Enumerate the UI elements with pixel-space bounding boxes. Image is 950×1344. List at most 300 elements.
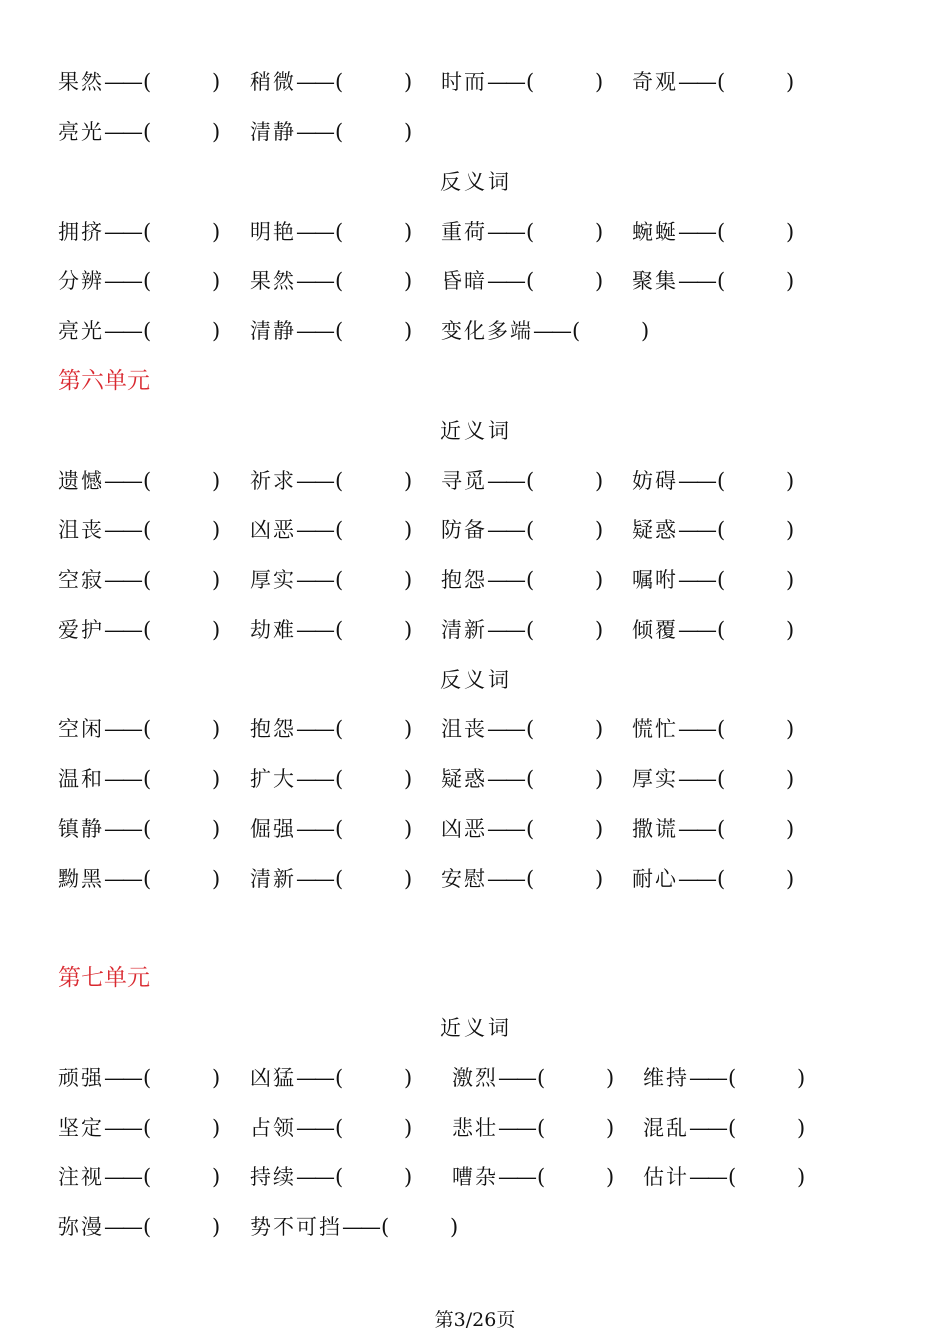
paren-close: ) xyxy=(595,269,604,293)
dash: —— xyxy=(487,867,523,891)
paren-open: ( xyxy=(381,1215,390,1239)
section-heading: 反义词 xyxy=(440,170,512,194)
vocab-word: 顽强 xyxy=(58,1066,104,1090)
dash: —— xyxy=(104,817,140,841)
dash: —— xyxy=(678,469,714,493)
vocab-item xyxy=(632,709,795,749)
paren-close: ) xyxy=(404,1165,413,1189)
paren-close: ) xyxy=(212,70,221,94)
vocab-word: 聚集 xyxy=(632,269,678,293)
vocab-item xyxy=(632,461,795,501)
vocab-item xyxy=(441,212,604,252)
vocab-row xyxy=(0,510,950,550)
paren-open: ( xyxy=(728,1116,737,1140)
vocab-word: 奇观 xyxy=(632,70,678,94)
paren-open: ( xyxy=(143,717,152,741)
vocab-word: 慌忙 xyxy=(632,717,678,741)
dash: —— xyxy=(678,568,714,592)
paren-close: ) xyxy=(595,568,604,592)
dash: —— xyxy=(104,717,140,741)
vocab-word: 占领 xyxy=(250,1116,296,1140)
vocab-item xyxy=(632,610,795,650)
paren-open: ( xyxy=(335,767,344,791)
unit-title: 第七单元 xyxy=(58,965,150,991)
paren-close: ) xyxy=(404,120,413,144)
vocab-word: 变化多端 xyxy=(441,319,533,343)
vocab-row xyxy=(0,1058,950,1098)
paren-open: ( xyxy=(335,1116,344,1140)
vocab-word: 亮光 xyxy=(58,120,104,144)
paren-open: ( xyxy=(143,767,152,791)
section-heading: 近义词 xyxy=(440,419,512,443)
vocab-row xyxy=(0,709,950,749)
paren-open: ( xyxy=(526,867,535,891)
vocab-row xyxy=(0,759,950,799)
vocab-word: 厚实 xyxy=(250,568,296,592)
paren-close: ) xyxy=(404,220,413,244)
vocab-word: 沮丧 xyxy=(441,717,487,741)
dash: —— xyxy=(296,717,332,741)
paren-open: ( xyxy=(143,1116,152,1140)
dash: —— xyxy=(296,867,332,891)
vocab-word: 倾覆 xyxy=(632,618,678,642)
paren-close: ) xyxy=(786,867,795,891)
paren-close: ) xyxy=(606,1116,615,1140)
dash: —— xyxy=(104,568,140,592)
dash: —— xyxy=(104,618,140,642)
vocab-row xyxy=(0,212,950,252)
vocab-item xyxy=(452,1058,615,1098)
paren-open: ( xyxy=(526,269,535,293)
paren-open: ( xyxy=(143,867,152,891)
vocab-item xyxy=(58,461,221,501)
vocab-word: 沮丧 xyxy=(58,518,104,542)
vocab-item xyxy=(441,461,604,501)
paren-close: ) xyxy=(212,568,221,592)
dash: —— xyxy=(678,220,714,244)
paren-close: ) xyxy=(595,518,604,542)
paren-open: ( xyxy=(717,867,726,891)
paren-open: ( xyxy=(717,817,726,841)
paren-open: ( xyxy=(717,469,726,493)
dash: —— xyxy=(678,518,714,542)
paren-close: ) xyxy=(212,518,221,542)
paren-close: ) xyxy=(786,568,795,592)
dash: —— xyxy=(533,319,569,343)
paren-open: ( xyxy=(717,269,726,293)
vocab-word: 扩大 xyxy=(250,767,296,791)
paren-open: ( xyxy=(717,220,726,244)
vocab-word: 爱护 xyxy=(58,618,104,642)
paren-open: ( xyxy=(143,568,152,592)
vocab-item xyxy=(441,610,604,650)
paren-open: ( xyxy=(537,1116,546,1140)
dash: —— xyxy=(498,1116,534,1140)
dash: —— xyxy=(104,120,140,144)
paren-open: ( xyxy=(717,618,726,642)
dash: —— xyxy=(104,220,140,244)
dash: —— xyxy=(296,469,332,493)
paren-open: ( xyxy=(143,319,152,343)
vocab-word: 持续 xyxy=(250,1165,296,1189)
paren-open: ( xyxy=(537,1165,546,1189)
paren-open: ( xyxy=(143,70,152,94)
vocab-word: 势不可挡 xyxy=(250,1215,342,1239)
vocab-word: 清静 xyxy=(250,120,296,144)
paren-close: ) xyxy=(212,319,221,343)
paren-open: ( xyxy=(335,717,344,741)
paren-close: ) xyxy=(404,70,413,94)
vocab-word: 耐心 xyxy=(632,867,678,891)
vocab-item xyxy=(250,1058,413,1098)
vocab-word: 果然 xyxy=(58,70,104,94)
dash: —— xyxy=(104,1116,140,1140)
dash: —— xyxy=(296,817,332,841)
vocab-word: 重荷 xyxy=(441,220,487,244)
dash: —— xyxy=(296,518,332,542)
paren-close: ) xyxy=(641,319,650,343)
paren-open: ( xyxy=(526,568,535,592)
vocab-word: 坚定 xyxy=(58,1116,104,1140)
dash: —— xyxy=(678,767,714,791)
vocab-item xyxy=(58,311,221,351)
dash: —— xyxy=(678,269,714,293)
vocab-item xyxy=(441,510,604,550)
vocab-item xyxy=(250,510,413,550)
vocab-word: 疑惑 xyxy=(441,767,487,791)
vocab-item xyxy=(250,809,413,849)
paren-close: ) xyxy=(212,867,221,891)
vocab-item xyxy=(58,1058,221,1098)
dash: —— xyxy=(487,568,523,592)
vocab-row xyxy=(0,461,950,501)
vocab-row xyxy=(0,610,950,650)
paren-close: ) xyxy=(797,1165,806,1189)
dash: —— xyxy=(296,319,332,343)
paren-close: ) xyxy=(786,220,795,244)
dash: —— xyxy=(678,70,714,94)
paren-open: ( xyxy=(335,568,344,592)
paren-close: ) xyxy=(786,269,795,293)
paren-close: ) xyxy=(595,867,604,891)
dash: —— xyxy=(678,717,714,741)
vocab-word: 温和 xyxy=(58,767,104,791)
paren-open: ( xyxy=(335,319,344,343)
vocab-item xyxy=(441,809,604,849)
paren-open: ( xyxy=(728,1165,737,1189)
paren-close: ) xyxy=(212,469,221,493)
vocab-word: 清静 xyxy=(250,319,296,343)
vocab-row xyxy=(0,1108,950,1148)
vocab-word: 空寂 xyxy=(58,568,104,592)
paren-close: ) xyxy=(786,817,795,841)
vocab-row xyxy=(0,311,950,351)
paren-close: ) xyxy=(212,220,221,244)
vocab-word: 拥挤 xyxy=(58,220,104,244)
paren-open: ( xyxy=(143,269,152,293)
vocab-item xyxy=(58,1157,221,1197)
vocab-row xyxy=(0,112,950,152)
vocab-item xyxy=(632,510,795,550)
dash: —— xyxy=(689,1116,725,1140)
vocab-item xyxy=(58,261,221,301)
vocab-word: 嘈杂 xyxy=(452,1165,498,1189)
paren-close: ) xyxy=(404,1066,413,1090)
dash: —— xyxy=(678,867,714,891)
vocab-item xyxy=(441,62,604,102)
vocab-word: 混乱 xyxy=(643,1116,689,1140)
paren-open: ( xyxy=(717,767,726,791)
vocab-word: 清新 xyxy=(250,867,296,891)
dash: —— xyxy=(678,618,714,642)
paren-close: ) xyxy=(786,518,795,542)
dash: —— xyxy=(296,1165,332,1189)
dash: —— xyxy=(104,1215,140,1239)
vocab-item xyxy=(441,560,604,600)
dash: —— xyxy=(498,1066,534,1090)
paren-open: ( xyxy=(717,518,726,542)
dash: —— xyxy=(296,220,332,244)
dash: —— xyxy=(487,618,523,642)
dash: —— xyxy=(104,469,140,493)
section-heading: 反义词 xyxy=(440,668,512,692)
vocab-item xyxy=(58,859,221,899)
vocab-word: 疑惑 xyxy=(632,518,678,542)
vocab-item xyxy=(632,261,795,301)
paren-open: ( xyxy=(572,319,581,343)
paren-open: ( xyxy=(335,867,344,891)
paren-open: ( xyxy=(143,1066,152,1090)
dash: —— xyxy=(296,1066,332,1090)
paren-close: ) xyxy=(606,1066,615,1090)
vocab-item xyxy=(58,759,221,799)
paren-open: ( xyxy=(335,220,344,244)
vocab-item xyxy=(250,461,413,501)
paren-open: ( xyxy=(335,817,344,841)
paren-close: ) xyxy=(786,70,795,94)
paren-open: ( xyxy=(728,1066,737,1090)
vocab-word: 嘱咐 xyxy=(632,568,678,592)
paren-open: ( xyxy=(526,70,535,94)
paren-close: ) xyxy=(404,319,413,343)
dash: —— xyxy=(487,767,523,791)
dash: —— xyxy=(296,1116,332,1140)
paren-close: ) xyxy=(404,269,413,293)
paren-close: ) xyxy=(595,717,604,741)
paren-open: ( xyxy=(526,220,535,244)
dash: —— xyxy=(104,70,140,94)
vocab-item xyxy=(250,1108,413,1148)
dash: —— xyxy=(104,767,140,791)
paren-open: ( xyxy=(335,1165,344,1189)
vocab-word: 劫难 xyxy=(250,618,296,642)
vocab-word: 估计 xyxy=(643,1165,689,1189)
vocab-word: 稍微 xyxy=(250,70,296,94)
paren-open: ( xyxy=(143,817,152,841)
vocab-item xyxy=(441,709,604,749)
paren-close: ) xyxy=(595,469,604,493)
vocab-item xyxy=(58,709,221,749)
paren-open: ( xyxy=(526,817,535,841)
paren-close: ) xyxy=(786,717,795,741)
vocab-word: 维持 xyxy=(643,1066,689,1090)
vocab-word: 时而 xyxy=(441,70,487,94)
vocab-item xyxy=(58,1207,221,1247)
vocab-row xyxy=(0,859,950,899)
paren-close: ) xyxy=(212,120,221,144)
vocab-item xyxy=(58,809,221,849)
paren-open: ( xyxy=(335,269,344,293)
paren-close: ) xyxy=(595,618,604,642)
dash: —— xyxy=(487,817,523,841)
paren-close: ) xyxy=(606,1165,615,1189)
vocab-row xyxy=(0,809,950,849)
vocab-word: 凶猛 xyxy=(250,1066,296,1090)
vocab-word: 寻觅 xyxy=(441,469,487,493)
vocab-item xyxy=(250,709,413,749)
vocab-word: 抱怨 xyxy=(441,568,487,592)
vocab-word: 祈求 xyxy=(250,469,296,493)
dash: —— xyxy=(296,269,332,293)
vocab-item xyxy=(250,560,413,600)
vocab-item xyxy=(250,610,413,650)
vocab-item xyxy=(250,1157,413,1197)
dash: —— xyxy=(104,269,140,293)
vocab-item xyxy=(58,112,221,152)
paren-close: ) xyxy=(786,469,795,493)
paren-close: ) xyxy=(212,1116,221,1140)
vocab-row xyxy=(0,62,950,102)
vocab-word: 撒谎 xyxy=(632,817,678,841)
vocab-word: 厚实 xyxy=(632,767,678,791)
vocab-item xyxy=(441,311,650,351)
page-number: 第3/26页 xyxy=(434,1309,516,1331)
paren-close: ) xyxy=(797,1066,806,1090)
vocab-item xyxy=(250,112,413,152)
paren-close: ) xyxy=(404,469,413,493)
paren-close: ) xyxy=(404,717,413,741)
dash: —— xyxy=(689,1165,725,1189)
vocab-item xyxy=(632,809,795,849)
paren-open: ( xyxy=(335,469,344,493)
paren-open: ( xyxy=(143,1165,152,1189)
vocab-word: 倔强 xyxy=(250,817,296,841)
vocab-word: 抱怨 xyxy=(250,717,296,741)
paren-open: ( xyxy=(143,518,152,542)
vocab-item xyxy=(643,1108,806,1148)
paren-close: ) xyxy=(212,717,221,741)
paren-close: ) xyxy=(404,867,413,891)
dash: —— xyxy=(689,1066,725,1090)
vocab-item xyxy=(632,859,795,899)
paren-open: ( xyxy=(526,518,535,542)
paren-close: ) xyxy=(212,1066,221,1090)
paren-close: ) xyxy=(212,269,221,293)
paren-open: ( xyxy=(526,717,535,741)
paren-close: ) xyxy=(212,767,221,791)
paren-close: ) xyxy=(404,767,413,791)
vocab-word: 清新 xyxy=(441,618,487,642)
vocab-row xyxy=(0,261,950,301)
vocab-item xyxy=(58,510,221,550)
vocab-word: 黝黑 xyxy=(58,867,104,891)
paren-open: ( xyxy=(335,120,344,144)
vocab-word: 果然 xyxy=(250,269,296,293)
vocab-word: 蜿蜒 xyxy=(632,220,678,244)
section-heading: 近义词 xyxy=(440,1016,512,1040)
vocab-item xyxy=(58,212,221,252)
vocab-item xyxy=(632,560,795,600)
paren-close: ) xyxy=(595,767,604,791)
dash: —— xyxy=(104,319,140,343)
vocab-item xyxy=(58,610,221,650)
vocab-item xyxy=(58,1108,221,1148)
vocab-word: 镇静 xyxy=(58,817,104,841)
dash: —— xyxy=(487,717,523,741)
paren-close: ) xyxy=(595,817,604,841)
dash: —— xyxy=(296,618,332,642)
paren-close: ) xyxy=(212,1165,221,1189)
paren-open: ( xyxy=(143,469,152,493)
dash: —— xyxy=(104,518,140,542)
vocab-row xyxy=(0,560,950,600)
vocab-word: 凶恶 xyxy=(441,817,487,841)
vocab-word: 空闲 xyxy=(58,717,104,741)
vocab-item xyxy=(441,261,604,301)
vocab-word: 凶恶 xyxy=(250,518,296,542)
paren-close: ) xyxy=(212,1215,221,1239)
unit-title: 第六单元 xyxy=(58,368,150,394)
dash: —— xyxy=(487,469,523,493)
dash: —— xyxy=(296,568,332,592)
dash: —— xyxy=(678,817,714,841)
paren-close: ) xyxy=(404,618,413,642)
vocab-item xyxy=(250,261,413,301)
vocab-item xyxy=(441,759,604,799)
vocab-row xyxy=(0,1207,950,1247)
dash: —— xyxy=(487,220,523,244)
dash: —— xyxy=(104,1165,140,1189)
vocab-word: 遗憾 xyxy=(58,469,104,493)
dash: —— xyxy=(342,1215,378,1239)
dash: —— xyxy=(487,269,523,293)
dash: —— xyxy=(498,1165,534,1189)
vocab-item xyxy=(250,1207,459,1247)
dash: —— xyxy=(104,867,140,891)
vocab-item xyxy=(452,1157,615,1197)
dash: —— xyxy=(104,1066,140,1090)
dash: —— xyxy=(296,120,332,144)
vocab-word: 防备 xyxy=(441,518,487,542)
paren-open: ( xyxy=(143,220,152,244)
paren-close: ) xyxy=(786,618,795,642)
vocab-word: 悲壮 xyxy=(452,1116,498,1140)
paren-close: ) xyxy=(404,1116,413,1140)
vocab-item xyxy=(250,62,413,102)
vocab-word: 注视 xyxy=(58,1165,104,1189)
paren-close: ) xyxy=(595,220,604,244)
vocab-item xyxy=(643,1157,806,1197)
paren-close: ) xyxy=(786,767,795,791)
vocab-item xyxy=(632,62,795,102)
paren-open: ( xyxy=(526,618,535,642)
vocab-item xyxy=(250,759,413,799)
vocab-item xyxy=(250,311,413,351)
vocab-item xyxy=(632,212,795,252)
vocab-word: 激烈 xyxy=(452,1066,498,1090)
vocab-word: 弥漫 xyxy=(58,1215,104,1239)
paren-open: ( xyxy=(143,120,152,144)
